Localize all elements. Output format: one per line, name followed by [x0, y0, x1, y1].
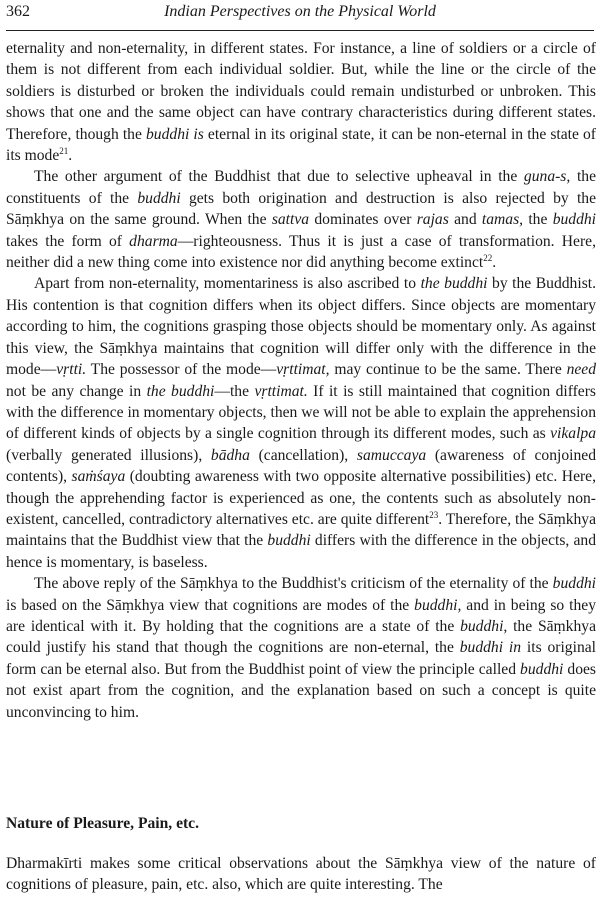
- italic-term: need: [566, 361, 596, 379]
- running-title: Indian Perspectives on the Physical World: [164, 3, 436, 20]
- italic-term: buddhi: [520, 660, 564, 678]
- footnote-ref: 22: [483, 252, 493, 263]
- italic-term: buddhi: [552, 575, 596, 593]
- italic-term: buddhi,: [460, 617, 508, 635]
- text-run: (doubting awareness with two opposite alternative possibilities) etc. Here, though the apprehending factor is experienced as one, the contents such as absolutely non-existent, cancelled, contradictory alternatives etc. are quite different: [6, 468, 596, 528]
- italic-term: buddhi in: [459, 639, 522, 657]
- footnote-ref: 21: [59, 145, 69, 156]
- text-run: If it is still maintained that cognition differs with the difference in momentary objects, then we will not be able to explain the apprehension of different kinds of objects by a single cognition through its different modes, such as: [6, 382, 596, 443]
- paragraph: [6, 38, 596, 166]
- text-run: the constituents of the: [6, 168, 596, 207]
- italic-term: rajas: [416, 211, 449, 229]
- paragraph: Dharmakīrti makes some critical observations about the Sāṃkhya view of the nature of cognitions of pleasure, pain, etc. also, which are quite interesting. The: [6, 855, 596, 894]
- italic-term: the buddhi: [420, 275, 488, 293]
- text-run: eternality and non-eternality, in different states. For instance, a line of soldiers or a circle of them is not different from each individual soldier. But, while the line or the circle of the soldiers is disturbed or broken the individuals could remain undisturbed or unbroken. This shows that one and the same object can have contrary characteristics during different states. Therefore, though the: [6, 40, 596, 143]
- italic-term: the buddhi: [146, 382, 215, 400]
- text-run: The possessor of the mode—: [86, 361, 277, 379]
- body-text: [6, 38, 596, 723]
- italic-term: buddhi: [137, 189, 181, 207]
- italic-term: buddhi: [267, 532, 311, 550]
- italic-term: guna-s,: [523, 168, 571, 186]
- text-run: its original form can be eternal also. But from the Buddhist point of view the principle called: [6, 639, 596, 678]
- italic-term: vṛtti.: [56, 361, 87, 379]
- text-run: (awareness of conjoined contents),: [6, 446, 596, 486]
- italic-term: buddhi is: [146, 125, 204, 143]
- italic-term: buddhi,: [414, 596, 462, 614]
- text-run: and: [448, 211, 482, 229]
- italic-term: vṛttimat.: [254, 382, 308, 400]
- text-run: takes the form of: [6, 232, 130, 250]
- text-run: —the: [214, 382, 255, 400]
- text-run: eternal in its original state, it can be non-eternal in the state of its mode: [6, 125, 596, 165]
- text-run: .: [68, 147, 73, 165]
- text-run: the: [523, 211, 553, 229]
- text-run: The other argument of the Buddhist that due to selective upheaval in the: [34, 168, 524, 186]
- text-run: may continue to be the same. There: [329, 361, 567, 379]
- italic-term: samuccaya: [356, 446, 427, 464]
- page-number: 362: [6, 3, 30, 20]
- text-run: Apart from non-eternality, momentariness is also ascribed to: [34, 275, 421, 293]
- text-run: the Sāṃkhya could justify his stand that though the cognitions are non-eternal, the: [6, 617, 596, 657]
- text-run: The above reply of the Sāṃkhya to the Buddhist's criticism of the eternality of the: [34, 575, 553, 593]
- italic-term: tamas,: [481, 211, 524, 229]
- text-run: gets both origination and destruction is also rejected by the Sāṃkhya on the same ground. When the: [6, 189, 596, 229]
- text-run: differs with the difference in the objects, and hence is momentary, is baseless.: [6, 532, 596, 571]
- text-run: and in being so they are identical with it. By holding that the cognitions are a state of the: [6, 596, 596, 635]
- italic-term: saṁśaya: [71, 468, 126, 486]
- italic-term: bādha: [210, 446, 250, 464]
- page-header: [6, 0, 594, 31]
- italic-term: buddhi: [552, 211, 597, 229]
- paragraph: [6, 166, 596, 273]
- text-run: .: [492, 254, 497, 272]
- text-run: not be any change in: [6, 382, 147, 400]
- text-run: is based on the Sāṃkhya view that cognitions are modes of the: [6, 596, 415, 614]
- text-run: by the Buddhist. His contention is that cognition differs when its object differs. Since objects are momentary according to him, the cognitions grasping those objects should be momentary only. As against this view, the Sāṃkhya maintains that cognition will differ only with the difference in the mode—: [6, 275, 596, 379]
- section-first-paragraph: [6, 853, 596, 896]
- italic-term: vṛttimat,: [276, 361, 330, 379]
- text-run: dominates over: [309, 211, 417, 229]
- text-run: —righteousness. Thus it is just a case of transformation. Here, neither did a new thing come into existence nor did anything become extinct: [6, 232, 596, 272]
- paragraph: [6, 573, 596, 723]
- text-run: (verbally generated illusions),: [6, 446, 211, 464]
- section-heading: Nature of Pleasure, Pain, etc.: [6, 815, 200, 832]
- italic-term: dharma: [129, 232, 178, 250]
- italic-term: sattva: [271, 211, 310, 229]
- text-run: (cancellation),: [249, 446, 357, 464]
- italic-term: vikalpa: [550, 425, 596, 443]
- paragraph: [6, 273, 596, 573]
- text-run: . Therefore, the Sāṃkhya maintains that the Buddhist view that the: [6, 510, 597, 550]
- footnote-ref: 23: [429, 509, 439, 520]
- text-run: does not exist apart from the cognition, and the explanation based on such a concept is quite unconvincing to him.: [6, 660, 597, 721]
